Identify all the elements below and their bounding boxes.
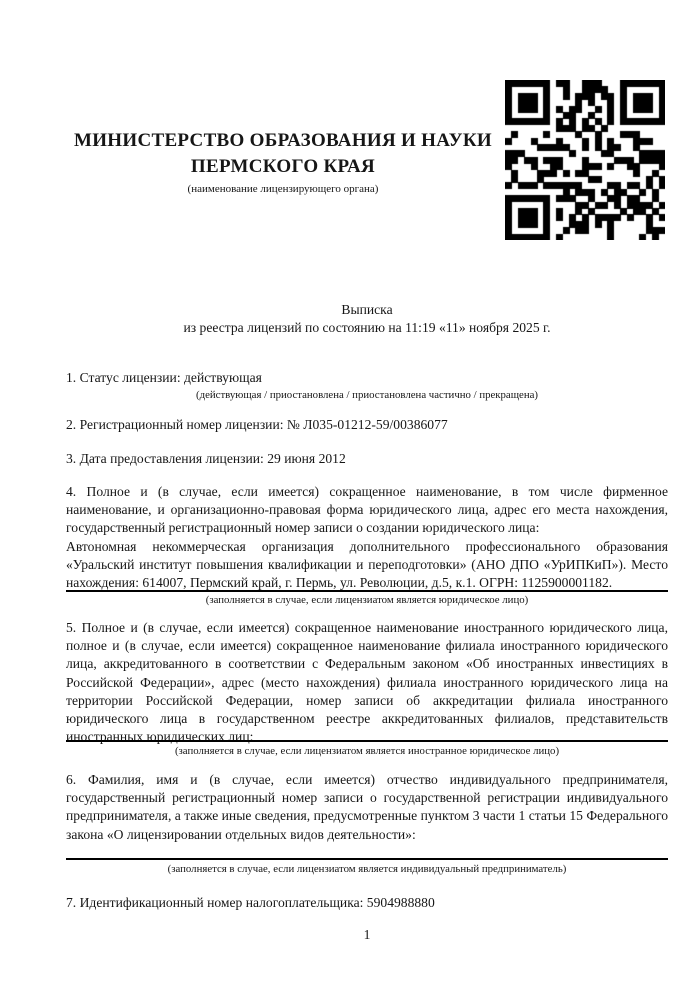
document-title	[66, 301, 668, 337]
item-4-caption: (заполняется в случае, если лицензиатом является юридическое лицо)	[205, 594, 529, 606]
item-2-registration-number: 2. Регистрационный номер лицензии: № Л035-01212-59/00386077	[66, 417, 448, 432]
item-6-fill-line	[66, 858, 668, 860]
item-1-caption: (действующая / приостановлена / приостановлена частично / прекращена)	[196, 389, 538, 401]
item-5-fill-line	[66, 740, 668, 742]
page-number: 1	[363, 927, 371, 942]
item-4-fill-line	[66, 590, 668, 592]
item-5-foreign-entity: 5. Полное и (в случае, если имеется) сокращенное наименование иностранного юридического лица, полное и (в случае, если имеется) сокращенное наименование филиала иностранного юридического лица, аккредитованного в соответствии с Федеральным законом «Об иностранных инвестициях в Российской Федерации», адрес (место нахождения) филиала иностранного юридического лица на территории Российской Федерации, номер записи об аккредитации филиала иностранного юридического лица в государственном реестре аккредитованных филиалов, представительств иностранных юридических лиц:	[66, 620, 668, 745]
item-4-value: Автономная некоммерческая организация дополнительного профессионального образования «Уральский институт повышения квалификации и переподготовки» (АНО ДПО «УрИПКиП»). Место нахождения: 614007, Пермский край, г. Пермь, ул. Революции, д.5, к.1. ОГРН: 1125900001182.	[66, 538, 668, 591]
ministry-name-line1: МИНИСТЕРСТВО ОБРАЗОВАНИЯ И НАУКИ	[73, 130, 493, 151]
item-6-individual-entrepreneur: 6. Фамилия, имя и (в случае, если имеется) отчество индивидуального предпринимателя, государственный регистрационный номер записи о государственной регистрации индивидуального предпринимателя, а также иные сведения, предусмотренные пунктом 3 части 1 статьи 15 Федерального закона «О лицензировании отдельных видов деятельности»:	[66, 772, 668, 842]
document-title-line2: из реестра лицензий по состоянию на 11:19 «11» ноября 2025 г.	[183, 320, 551, 336]
qr-code	[505, 80, 665, 240]
item-7-taxpayer-number: 7. Идентификационный номер налогоплательщика: 5904988880	[66, 895, 435, 910]
document-title-line1: Выписка	[341, 302, 393, 317]
item-1-license-status: 1. Статус лицензии: действующая	[66, 370, 262, 385]
ministry-name-caption: (наименование лицензирующего органа)	[187, 183, 379, 195]
item-5-caption: (заполняется в случае, если лицензиатом является иностранное юридическое лицо)	[174, 745, 560, 757]
item-4-text: 4. Полное и (в случае, если имеется) сокращенное наименование, в том числе фирменное наименование, и организационно-правовая форма юридического лица, адрес его места нахождения, государственный регистрационный номер записи о создании юридического лица:	[66, 484, 668, 536]
item-3-license-date: 3. Дата предоставления лицензии: 29 июня 2012	[66, 451, 346, 466]
ministry-name-line2: ПЕРМСКОГО КРАЯ	[190, 156, 376, 177]
item-4-legal-entity	[66, 483, 668, 592]
licensing-authority-header	[66, 128, 500, 197]
item-6-caption: (заполняется в случае, если лицензиатом является индивидуальный предприниматель)	[167, 863, 567, 875]
